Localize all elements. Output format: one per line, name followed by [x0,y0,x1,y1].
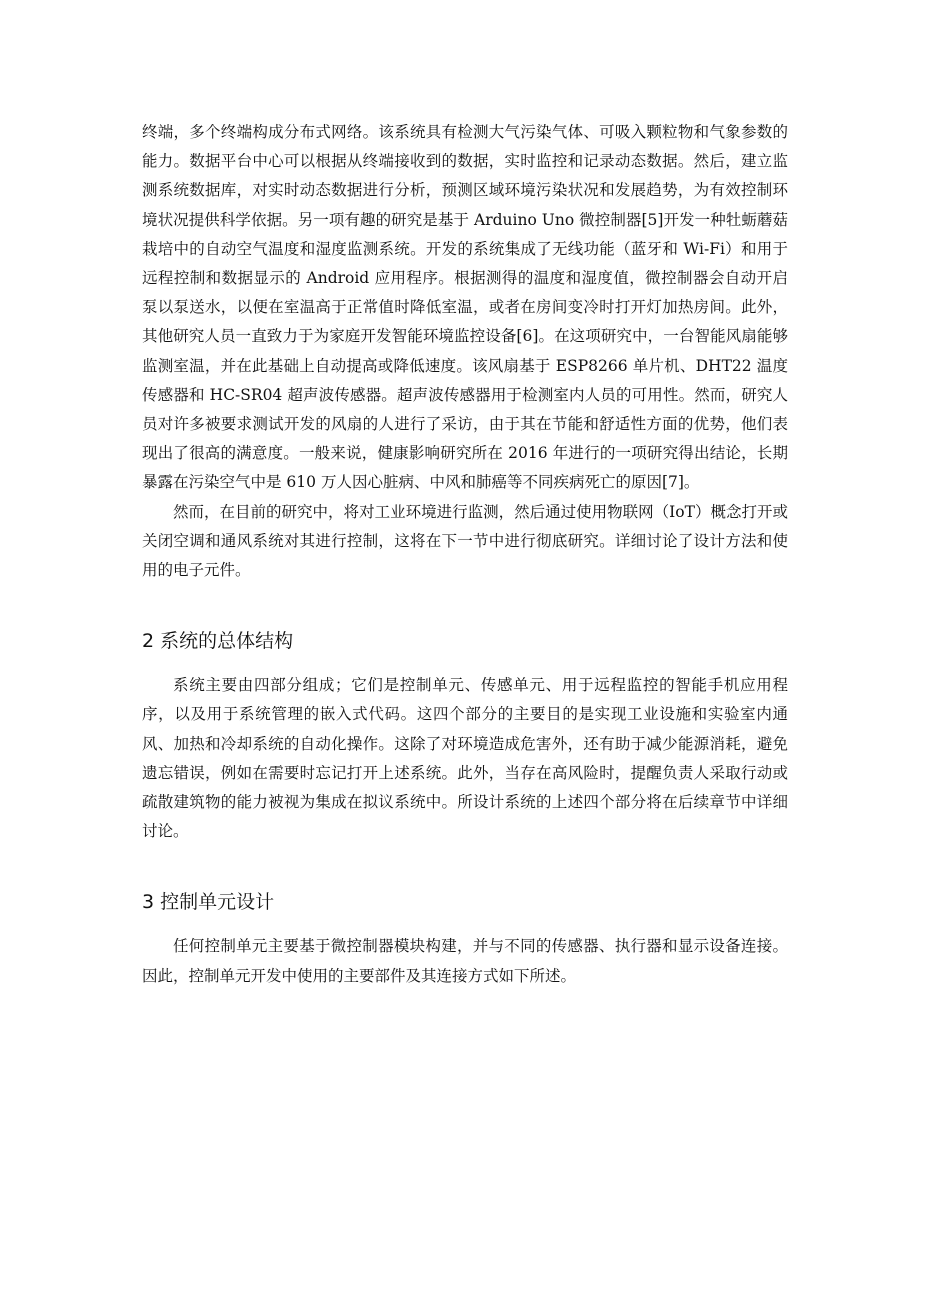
section-heading-overall-structure: 2 系统的总体结构 [142,630,294,653]
spacer [142,846,788,888]
page-content [142,118,788,991]
spacer [142,916,788,932]
spacer [142,655,788,671]
paragraph-current-study: 然而，在目前的研究中，将对工业环境进行监测，然后通过使用物联网（IoT）概念打开或关闭空调和通风系统对其进行控制，这将在下一节中进行彻底研究。详细讨论了设计方法和使用的电子元件。 [142,502,788,580]
paragraph-control-unit: 任何控制单元主要基于微控制器模块构建，并与不同的传感器、执行器和显示设备连接。因此，控制单元开发中使用的主要部件及其连接方式如下所述。 [142,937,788,985]
paragraph-overall-structure: 系统主要由四部分组成；它们是控制单元、传感单元、用于远程监控的智能手机应用程序，以及用于系统管理的嵌入式代码。这四个部分的主要目的是实现工业设施和实验室内通风、加热和冷却系统的自动化操作。这除了对环境造成危害外，还有助于减少能源消耗，避免遗忘错误，例如在需要时忘记打开上述系统。此外，当存在高风险时，提醒负责人采取行动或疏散建筑物的能力被视为集成在拟议系统中。所设计系统的上述四个部分将在后续章节中详细讨论。 [142,676,788,841]
paragraph-related-work: 终端，多个终端构成分布式网络。该系统具有检测大气污染气体、可吸入颗粒物和气象参数的能力。数据平台中心可以根据从终端接收到的数据，实时监控和记录动态数据。然后，建立监测系统数据库，对实时动态数据进行分析，预测区域环境污染状况和发展趋势，为有效控制环境状况提供科学依据。另一项有趣的研究是基于 Arduino Uno 微控制器[5]开发一种牡蛎蘑菇栽培中的自动空气温度和湿度监测系统。开发的系统集成了无线功能（蓝牙和 Wi-Fi）和用于远程控制和数据显示的 Android 应用程序。根据测得的温度和湿度值，微控制器会自动开启泵以泵送水，以便在室温高于正常值时降低室温，或者在房间变冷时打开灯加热房间。此外，其他研究人员一直致力于为家庭开发智能环境监控设备[6]。在这项研究中，一台智能风扇能够监测室温，并在此基础上自动提高或降低速度。该风扇基于 ESP8266 单片机、DHT22 温度传感器和 HC-SR04 超声波传感器。超声波传感器用于检测室内人员的可用性。然而，研究人员对许多被要求测试开发的风扇的人进行了采访，由于其在节能和舒适性方面的优势，他们表现出了很高的满意度。一般来说，健康影响研究所在 2016 年进行的一项研究得出结论，长期暴露在污染空气中是 610 万人因心脏病、中风和肺癌等不同疾病死亡的原因[7]。 [142,123,788,492]
section-heading-control-unit: 3 控制单元设计 [142,891,275,914]
spacer [142,585,788,627]
